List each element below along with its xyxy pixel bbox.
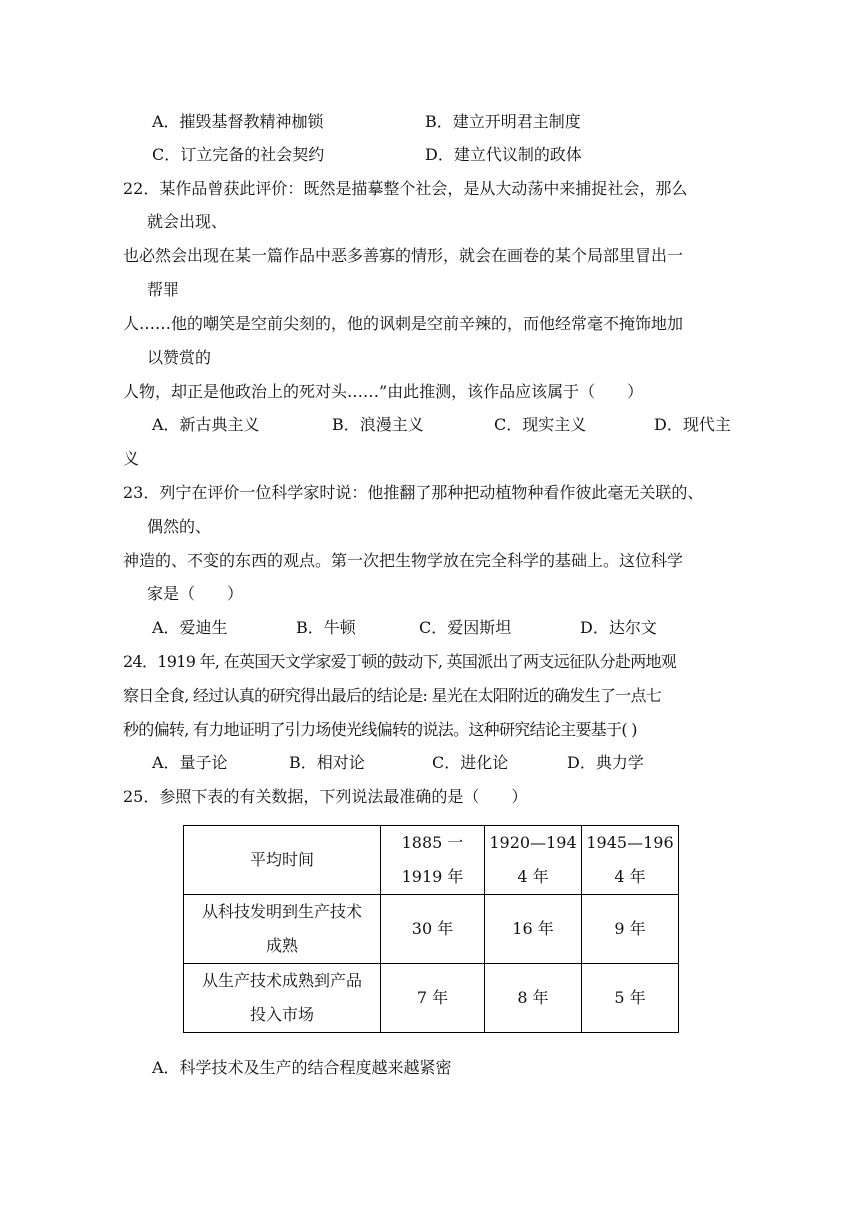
table-cell: 16 年 <box>485 895 582 964</box>
table-cell: 7 年 <box>381 964 485 1033</box>
q24-option-a: A．量子论 <box>152 753 228 772</box>
q23-stem-line: 偶然的、 <box>147 517 212 536</box>
q21-option-c: C．订立完备的社会契约 <box>152 145 325 164</box>
q24-stem-line: 察日全食, 经过认真的研究得出最后的结论是: 星光在太阳附近的确发生了一点七 <box>123 686 662 705</box>
q24-option-b: B．相对论 <box>289 753 365 772</box>
table-header-cell: 平均时间 <box>184 826 381 895</box>
q21-option-a: A．摧毁基督教精神枷锁 <box>152 112 324 131</box>
q22-stem-line: 就会出现、 <box>147 212 228 231</box>
q22-option-d-wrap: 义 <box>123 449 140 468</box>
q24-stem-line: 24．1919 年, 在英国天文学家爱丁顿的鼓动下, 英国派出了两支远征队分赴两地观 <box>123 652 677 671</box>
q24-stem-line: 秒的偏转, 有力地证明了引力场使光线偏转的说法。这种研究结论主要基于( ) <box>123 720 637 739</box>
q23-option-a: A．爱迪生 <box>152 618 228 637</box>
q21-option-d: D．建立代议制的政体 <box>425 145 582 164</box>
table-cell: 9 年 <box>582 895 679 964</box>
q22-option-a: A．新古典主义 <box>152 415 260 434</box>
q22-option-d: D．现代主 <box>654 415 731 434</box>
q22-stem-line: 帮罪 <box>147 280 180 299</box>
q22-stem-line: 22．某作品曾获此评价：既然是描摹整个社会，是从大动荡中来捕捉社会，那么 <box>123 179 688 198</box>
q23-option-d: D．达尔文 <box>580 618 657 637</box>
q24-option-d: D．典力学 <box>567 753 644 772</box>
data-table <box>183 825 679 1033</box>
q22-option-c: C．现实主义 <box>494 415 587 434</box>
table-header-cell: 1920—194 4 年 <box>485 826 582 895</box>
q22-stem-line: 人……他的嘲笑是空前尖刻的，他的讽刺是空前辛辣的，而他经常毫不掩饰地加 <box>123 314 684 333</box>
q23-option-b: B．牛顿 <box>296 618 356 637</box>
q21-option-b: B．建立开明君主制度 <box>425 112 581 131</box>
table-header-cell: 1945—196 4 年 <box>582 826 679 895</box>
q22-stem-line: 以赞赏的 <box>147 348 212 367</box>
q22-option-b: B．浪漫主义 <box>332 415 424 434</box>
table-row <box>184 964 679 1033</box>
q23-stem-line: 神造的、不变的东西的观点。第一次把生物学放在完全科学的基础上。这位科学 <box>123 551 684 570</box>
table-header-cell: 1885 一 1919 年 <box>381 826 485 895</box>
table-header-row <box>184 826 679 895</box>
table-row-label: 从生产技术成熟到产品 投入市场 <box>184 964 381 1033</box>
q23-option-c: C．爱因斯坦 <box>419 618 512 637</box>
table-row-label: 从科技发明到生产技术 成熟 <box>184 895 381 964</box>
table-row <box>184 895 679 964</box>
q23-stem-line: 家是（ ） <box>147 584 244 603</box>
q22-stem-line: 也必然会出现在某一篇作品中恶多善寡的情形，就会在画卷的某个局部里冒出一 <box>123 246 684 265</box>
q25-option-a: A．科学技术及生产的结合程度越来越紧密 <box>152 1058 452 1077</box>
table-cell: 8 年 <box>485 964 582 1033</box>
q24-option-c: C．进化论 <box>432 753 509 772</box>
table-cell: 30 年 <box>381 895 485 964</box>
table-cell: 5 年 <box>582 964 679 1033</box>
q23-stem-line: 23．列宁在评价一位科学家时说：他推翻了那种把动植物种看作彼此毫无关联的、 <box>123 483 704 502</box>
q25-stem: 25．参照下表的有关数据，下列说法最准确的是（ ） <box>123 787 528 806</box>
q22-stem-line: 人物，却正是他政治上的死对头……”由此推测，该作品应该属于（ ） <box>123 382 644 401</box>
